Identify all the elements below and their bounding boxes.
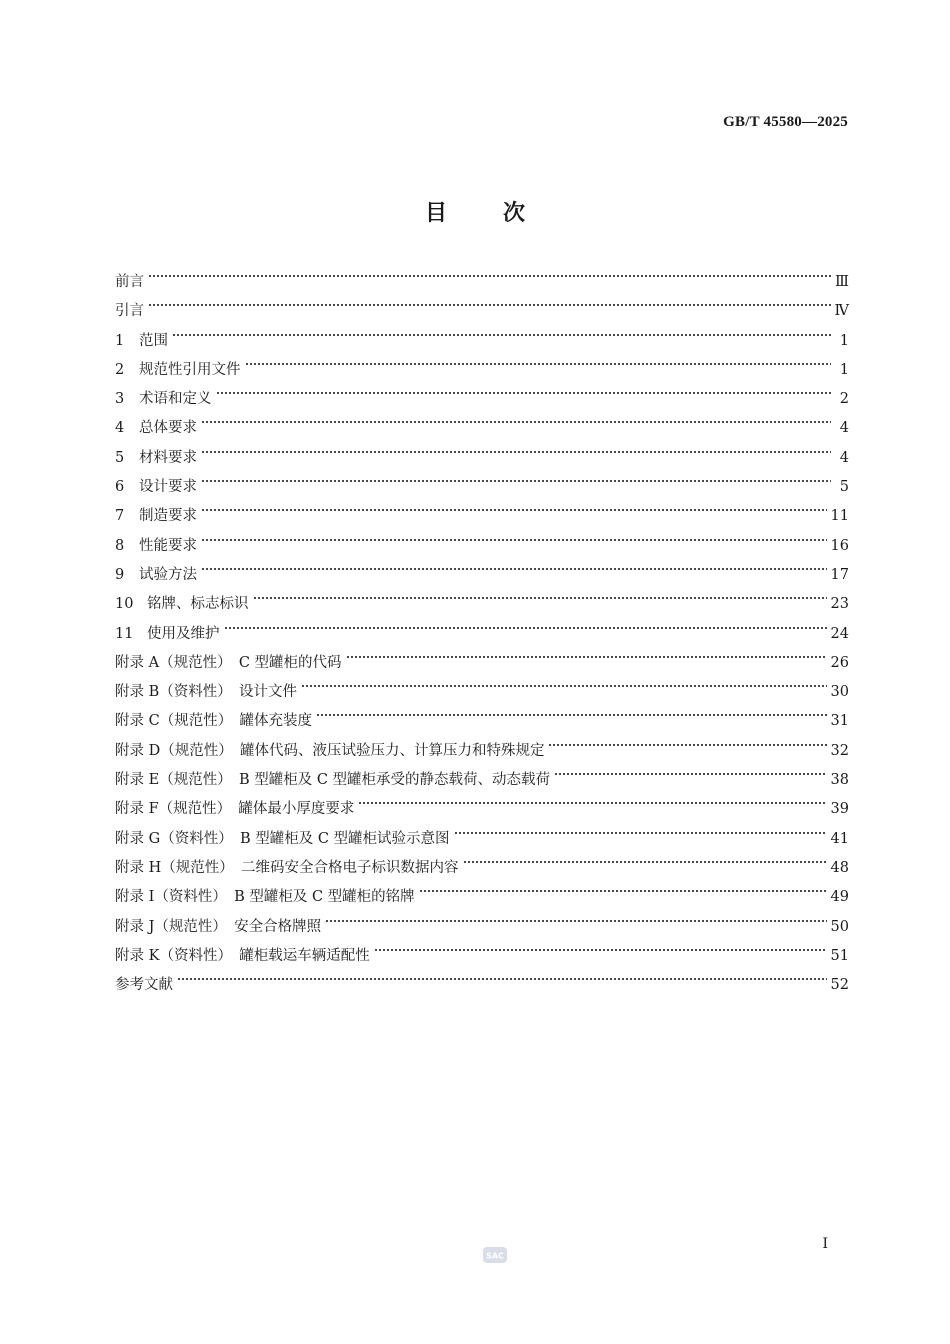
toc-entry-text: 附录 E（规范性） B 型罐柜及 C 型罐柜承受的静态载荷、动态载荷 — [115, 772, 551, 789]
toc-entry-page: 17 — [830, 566, 849, 583]
toc-entry[interactable] — [115, 534, 849, 563]
toc-entry-page: 11 — [830, 508, 849, 525]
toc-entry-number: 11 — [115, 625, 134, 642]
toc-entry-label — [115, 446, 197, 467]
toc-entry-text: 制造要求 — [139, 508, 197, 525]
table-of-contents — [115, 270, 849, 1002]
toc-entry[interactable] — [115, 358, 849, 387]
toc-entry-text: 试验方法 — [139, 566, 197, 583]
toc-entry-page: 1 — [839, 332, 849, 349]
toc-entry-label — [115, 416, 197, 437]
dot-leader — [216, 386, 832, 400]
dot-leader — [148, 269, 831, 283]
toc-entry[interactable] — [115, 622, 849, 651]
dot-leader — [358, 796, 826, 810]
toc-entry-text: 附录 B（资料性） 设计文件 — [115, 684, 298, 701]
toc-entry[interactable] — [115, 856, 849, 885]
toc-entry-number: 2 — [115, 361, 125, 378]
dot-leader — [316, 708, 827, 722]
toc-entry-label — [115, 973, 173, 994]
dot-leader — [201, 562, 827, 576]
toc-entry-page: 41 — [830, 830, 849, 847]
dot-leader — [201, 474, 831, 488]
toc-entry-number: 4 — [115, 420, 125, 437]
toc-entry-text: 附录 H（规范性） 二维码安全合格电子标识数据内容 — [115, 859, 459, 876]
toc-entry-label — [115, 885, 415, 906]
toc-entry-label — [115, 358, 241, 379]
toc-entry-page: 4 — [839, 449, 849, 466]
toc-entry-label — [115, 534, 197, 555]
toc-entry-label — [115, 768, 550, 789]
toc-entry-number: 3 — [115, 391, 125, 408]
toc-entry-label — [115, 709, 312, 730]
toc-entry-text: 使用及维护 — [147, 625, 220, 642]
toc-entry-page: 52 — [830, 977, 849, 994]
dot-leader — [172, 328, 831, 342]
toc-entry-page: 51 — [830, 947, 849, 964]
toc-entry-text: 总体要求 — [139, 420, 197, 437]
toc-entry-text: 附录 G（资料性） B 型罐柜及 C 型罐柜试验示意图 — [115, 830, 450, 847]
toc-entry[interactable] — [115, 739, 849, 768]
dot-leader — [419, 884, 827, 898]
toc-entry-number: 5 — [115, 449, 125, 466]
toc-entry[interactable] — [115, 709, 849, 738]
dot-leader — [148, 298, 831, 312]
toc-entry-label — [115, 475, 197, 496]
toc-entry-page: 23 — [830, 596, 849, 613]
toc-entry-page: 1 — [839, 361, 849, 378]
toc-entry-text: 附录 C（规范性） 罐体充装度 — [115, 713, 312, 730]
toc-entry-text: 附录 I（资料性） B 型罐柜及 C 型罐柜的铭牌 — [115, 889, 415, 906]
toc-entry-page: 5 — [839, 479, 849, 496]
toc-entry[interactable] — [115, 827, 849, 856]
toc-entry-label — [115, 797, 354, 818]
toc-entry[interactable] — [115, 944, 849, 973]
toc-entry-text: 材料要求 — [139, 449, 197, 466]
toc-entry-label — [115, 915, 321, 936]
toc-entry-label — [115, 592, 249, 613]
toc-entry-page: 38 — [830, 772, 849, 789]
dot-leader — [301, 679, 827, 693]
toc-entry-label — [115, 827, 450, 848]
toc-entry-number: 6 — [115, 479, 125, 496]
dot-leader — [253, 591, 827, 605]
toc-entry[interactable] — [115, 446, 849, 475]
toc-entry[interactable] — [115, 915, 849, 944]
toc-entry-label — [115, 680, 297, 701]
dot-leader — [325, 914, 826, 928]
standard-code: GB/T 45580—2025 — [723, 114, 848, 130]
toc-entry-page: 32 — [830, 742, 849, 759]
toc-entry-page: 50 — [830, 918, 849, 935]
toc-entry-page: Ⅲ — [835, 274, 849, 290]
dot-leader — [201, 415, 831, 429]
toc-entry-text: 前言 — [115, 274, 144, 290]
toc-entry[interactable] — [115, 973, 849, 1002]
toc-entry-number: 9 — [115, 566, 125, 583]
toc-entry[interactable] — [115, 680, 849, 709]
toc-entry[interactable] — [115, 592, 849, 621]
toc-entry-text: 范围 — [139, 332, 168, 349]
svg-text:SAC: SAC — [486, 1251, 504, 1261]
toc-entry-page: 4 — [839, 420, 849, 437]
toc-entry-number: 8 — [115, 537, 125, 554]
toc-entry-page: 16 — [830, 537, 849, 554]
toc-entry-page: Ⅳ — [834, 303, 849, 320]
toc-entry-text: 附录 A（规范性） C 型罐柜的代码 — [115, 654, 342, 671]
toc-entry[interactable] — [115, 651, 849, 680]
toc-entry-label — [115, 944, 370, 965]
toc-entry[interactable] — [115, 475, 849, 504]
dot-leader — [201, 503, 827, 517]
dot-leader — [554, 767, 827, 781]
sac-logo-icon — [482, 1244, 508, 1266]
page-title — [0, 196, 950, 227]
toc-entry-page: 49 — [830, 889, 849, 906]
toc-entry-page: 2 — [839, 391, 849, 408]
toc-entry-label — [115, 563, 197, 584]
toc-entry-label — [115, 299, 144, 320]
dot-leader — [346, 650, 827, 664]
toc-entry-text: 引言 — [115, 303, 144, 320]
toc-entry[interactable] — [115, 563, 849, 592]
toc-entry-label — [115, 651, 342, 672]
toc-entry[interactable] — [115, 299, 849, 328]
toc-entry-page: 26 — [830, 654, 849, 671]
toc-entry-label — [115, 329, 168, 350]
toc-entry-text: 附录 D（规范性） 罐体代码、液压试验压力、计算压力和特殊规定 — [115, 742, 545, 759]
dot-leader — [201, 445, 831, 459]
toc-entry-text: 参考文献 — [115, 977, 173, 994]
toc-entry-text: 附录 J（规范性） 安全合格牌照 — [115, 918, 322, 935]
toc-entry-label — [115, 622, 220, 643]
toc-entry[interactable] — [115, 270, 849, 299]
toc-entry-label — [115, 504, 197, 525]
toc-entry[interactable] — [115, 885, 849, 914]
page-number: Ⅰ — [822, 1236, 828, 1252]
toc-entry-page: 31 — [830, 713, 849, 730]
dot-leader — [548, 738, 826, 752]
title-char-2: 次 — [503, 201, 526, 226]
dot-leader — [374, 943, 827, 957]
toc-entry-label — [115, 856, 459, 877]
toc-entry-text: 性能要求 — [139, 537, 197, 554]
toc-entry-number: 10 — [115, 596, 134, 613]
title-char-1: 目 — [424, 201, 447, 226]
toc-entry[interactable] — [115, 768, 849, 797]
toc-entry[interactable] — [115, 797, 849, 826]
toc-entry-label — [115, 270, 144, 291]
toc-entry[interactable] — [115, 416, 849, 445]
toc-entry[interactable] — [115, 504, 849, 533]
dot-leader — [177, 972, 827, 986]
toc-entry-number: 1 — [115, 332, 125, 349]
toc-entry-label — [115, 387, 212, 408]
toc-entry-page: 39 — [830, 801, 849, 818]
dot-leader — [463, 855, 827, 869]
toc-entry-number: 7 — [115, 508, 125, 525]
dot-leader — [201, 533, 827, 547]
toc-entry-text: 规范性引用文件 — [139, 361, 241, 378]
dot-leader — [224, 621, 827, 635]
dot-leader — [454, 826, 827, 840]
toc-entry-page: 24 — [830, 625, 849, 642]
toc-entry-text: 术语和定义 — [139, 391, 212, 408]
toc-entry-text: 铭牌、标志标识 — [147, 596, 249, 613]
toc-entry-page: 48 — [830, 859, 849, 876]
toc-entry-text: 附录 K（资料性） 罐柜载运车辆适配性 — [115, 947, 370, 964]
toc-entry-text: 设计要求 — [139, 479, 197, 496]
toc-entry-label — [115, 739, 544, 760]
toc-entry[interactable] — [115, 329, 849, 358]
toc-entry[interactable] — [115, 387, 849, 416]
dot-leader — [245, 357, 832, 371]
toc-entry-page: 30 — [830, 684, 849, 701]
toc-entry-text: 附录 F（规范性） 罐体最小厚度要求 — [115, 801, 355, 818]
